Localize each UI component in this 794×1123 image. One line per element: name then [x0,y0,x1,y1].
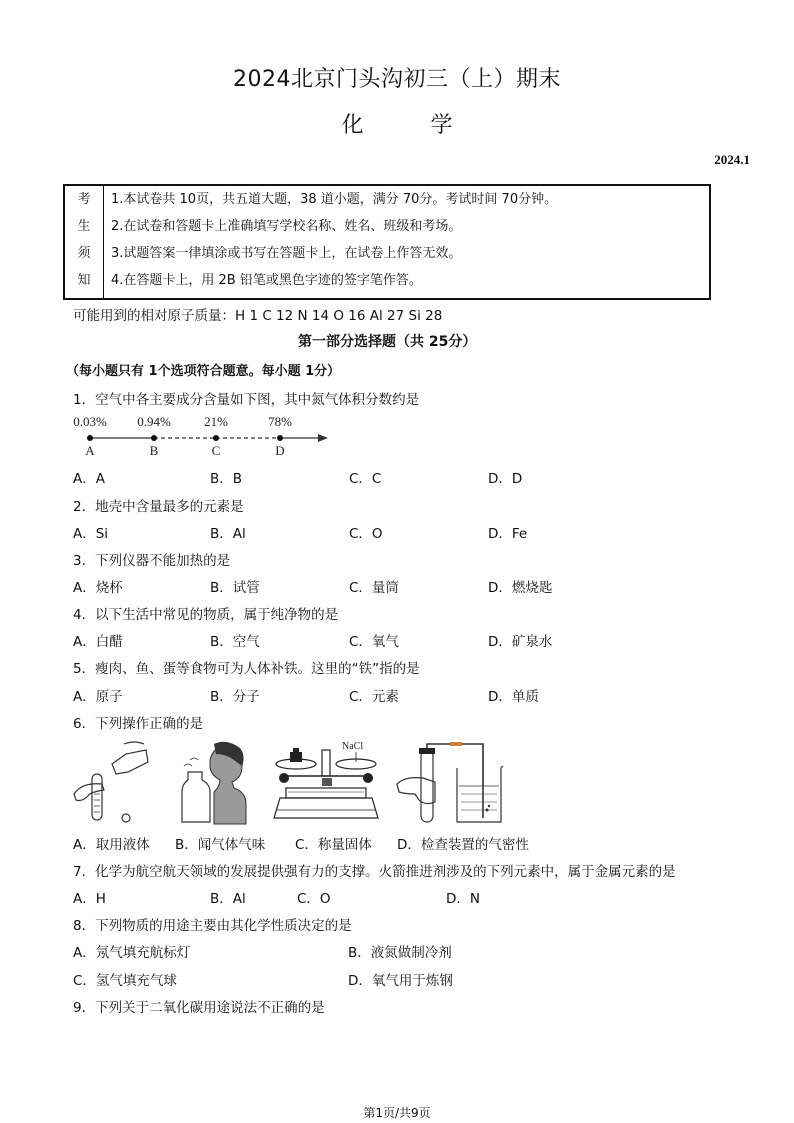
option-b[interactable]: B．液氮做制冷剂 [348,945,452,961]
point-letter-label: B [149,443,159,458]
notice-label: 生 [77,219,91,234]
exam-notice-box [63,184,711,300]
option-d[interactable]: D．氧气用于炼钢 [348,973,453,989]
option-a[interactable]: A．A [73,471,105,487]
bubble [486,809,489,812]
option-a[interactable]: A．Si [73,526,109,542]
option-c[interactable]: C．称量固体 [295,837,372,853]
page-number: 第1页/共9页 [363,1106,431,1120]
atomic-masses: 可能用到的相对原子质量：H 1 C 12 N 14 O 16 Al 27 Si 28 [73,308,443,324]
balance-illustration [272,740,380,828]
rubber-connector [450,742,462,746]
option-d[interactable]: D．检查装置的气密性 [397,837,529,853]
question-stem: 8．下列物质的用途主要由其化学性质决定的是 [73,918,352,934]
exam-date: 2024.1 [714,152,750,167]
option-c[interactable]: C．C [349,471,382,487]
rubber-stopper [419,748,435,754]
option-a[interactable]: A．烧杯 [73,580,123,596]
hand-outline [124,742,144,744]
option-d[interactable]: D．单质 [488,689,539,705]
point-value-label: 0.94% [137,414,171,429]
option-d[interactable]: D．矿泉水 [488,634,553,650]
reagent-bottle [112,750,148,774]
option-a[interactable]: A．取用液体 [73,837,150,853]
option-d[interactable]: D．燃烧匙 [488,580,553,596]
point-letter-label: A [85,443,95,458]
option-a[interactable]: A．H [73,891,106,907]
weight-block [290,752,302,762]
airtightness-illustration [395,740,505,826]
number-line-point [151,435,157,441]
point-value-label: 78% [268,414,292,429]
arrow-icon [318,434,328,442]
hand-holding-tube [397,778,435,804]
option-a[interactable]: A．白醋 [73,634,123,650]
air-composition-number-line [66,410,336,460]
option-b[interactable]: B．分子 [210,689,260,705]
question-stem: 3．下列仪器不能加热的是 [73,553,231,569]
bottle-stopper [122,814,130,822]
option-d[interactable]: D．D [488,471,523,487]
wafting-lines [184,758,198,766]
option-c[interactable]: C．元素 [349,689,399,705]
option-c[interactable]: C．氧气 [349,634,399,650]
number-line-point [213,435,219,441]
scale-ruler [286,788,366,798]
point-letter-label: D [275,443,285,458]
subject-title [0,108,794,139]
option-b[interactable]: B．Al [210,526,246,542]
option-c[interactable]: C．O [349,526,383,542]
point-value-label: 21% [204,414,228,429]
option-b[interactable]: B．B [210,471,243,487]
question-stem: 7．化学为航空航天领域的发展提供强有力的支撑。火箭推进剂涉及的下列元素中，属于金属元素的是 [73,864,676,880]
section-instruction: （每小题只有 1个选项符合题意。每小题 1分） [66,364,341,379]
option-a[interactable]: A．原子 [73,689,123,705]
subject-char-1: 化 [341,113,364,138]
test-tube [92,774,102,820]
option-a[interactable]: A．氖气填充航标灯 [73,945,191,961]
question-stem: 5．瘦肉、鱼、蛋等食物可为人体补铁。这里的“铁”指的是 [73,661,420,677]
notice-item: 1.本试卷共 10页，共五道大题，38 道小题，满分 70分。考试时间 70分钟。 [111,192,558,207]
bubble [488,805,490,807]
option-c[interactable]: C．量筒 [349,580,399,596]
question-stem: 1．空气中各主要成分含量如下图，其中氮气体积分数约是 [73,392,420,408]
pointer-column [322,750,330,776]
nacl-label: NaCl [342,741,364,752]
pour-liquid-illustration [68,738,153,826]
option-d[interactable]: D．Fe [488,526,528,542]
point-letter-label: C [211,443,221,458]
option-c[interactable]: C．O [297,891,331,907]
hand-holding-tube [74,784,104,801]
point-value-label: 0.03% [73,414,107,429]
delivery-tube [427,744,483,818]
option-b[interactable]: B．Al [210,891,246,907]
notice-item: 2.在试卷和答题卡上准确填写学校名称、姓名、班级和考场。 [111,219,462,234]
number-line-point [277,435,283,441]
notice-label: 知 [77,273,91,288]
notice-label: 须 [77,246,91,261]
test-tube [421,750,433,822]
option-c[interactable]: C．氢气填充气球 [73,973,177,989]
notice-item: 4.在答题卡上，用 2B 铅笔或黑色字迹的签字笔作答。 [111,273,422,288]
question-stem: 4．以下生活中常见的物质，属于纯净物的是 [73,607,339,623]
question-stem: 6．下列操作正确的是 [73,716,204,732]
balance-base [274,798,378,818]
option-b[interactable]: B．试管 [210,580,260,596]
smell-gas-illustration [180,740,250,826]
adjust-knob-left [279,773,289,783]
question-stem: 9．下列关于二氧化碳用途说法不正确的是 [73,1000,325,1016]
number-line-point [87,435,93,441]
option-b[interactable]: B．空气 [210,634,260,650]
adjust-knob-right [363,773,373,783]
option-b[interactable]: B．闻气体气味 [175,837,266,853]
notice-label-column [65,186,104,298]
option-d[interactable]: D．N [446,891,480,907]
section-title: 第一部分选择题（共 25分） [298,334,477,350]
gas-bottle [182,772,210,822]
notice-item: 3.试题答案一律填涂或书写在答题卡上，在试卷上作答无效。 [111,246,462,261]
exam-title: 2024北京门头沟初三（上）期末 [233,67,561,92]
question-stem: 2．地壳中含量最多的元素是 [73,499,244,515]
notice-label: 考 [77,192,91,207]
notice-items [111,186,557,294]
subject-char-2: 学 [430,113,453,138]
